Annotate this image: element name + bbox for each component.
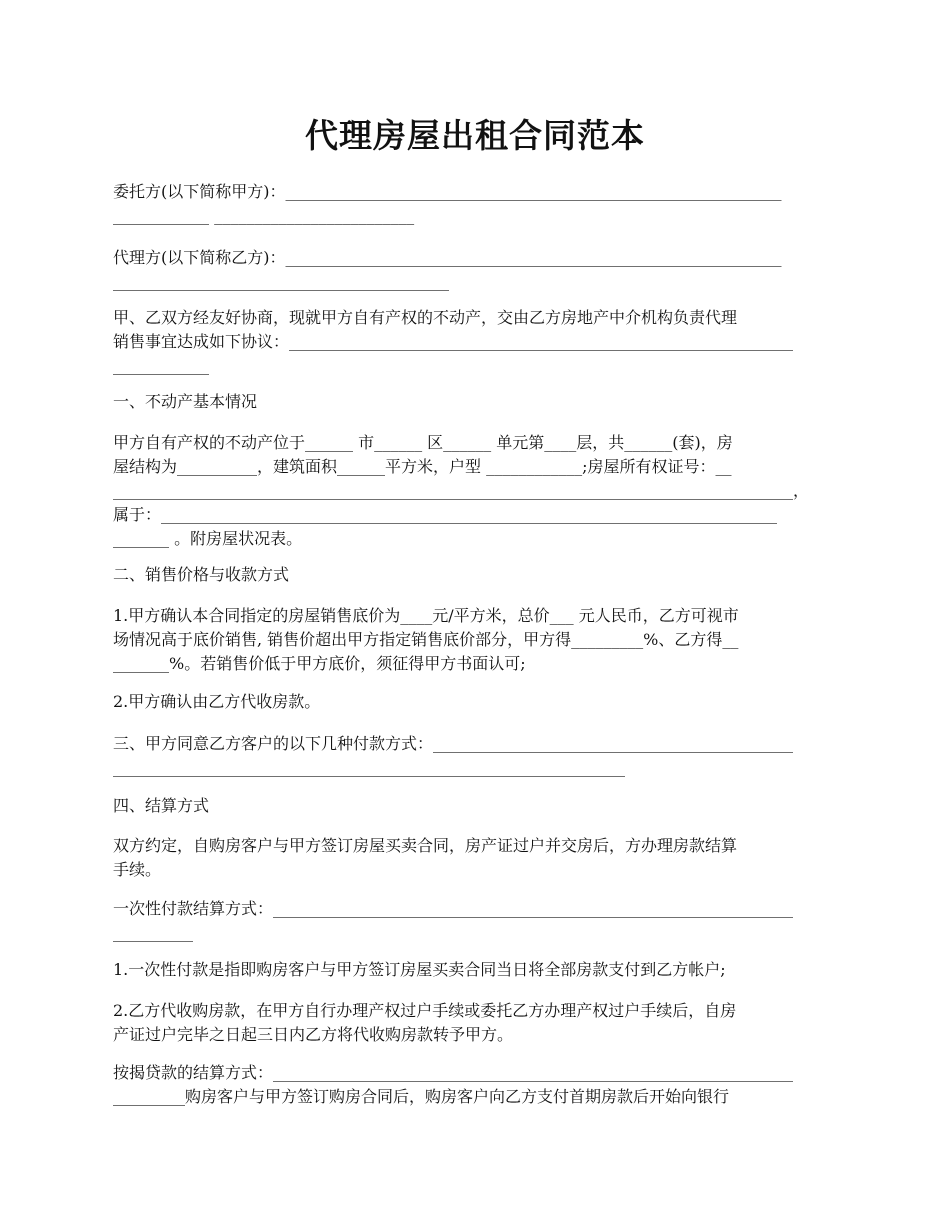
text-line: 按揭贷款的结算方式：_________________________________________________________________ bbox=[113, 1063, 794, 1082]
text-line: 一次性付款结算方式：_________________________________________________________________ bbox=[113, 899, 794, 918]
text-line: 四、结算方式 bbox=[113, 796, 210, 815]
text-line: ____________ _________________________ bbox=[113, 206, 415, 225]
text-line: 1.甲方确认本合同指定的房屋销售底价为____元/平方米，总价___ 元人民币，乙方可视市 bbox=[113, 606, 739, 625]
text-line: 属于：_____________________________________________________________________________ bbox=[113, 505, 778, 524]
price-clause-paragraph bbox=[113, 604, 840, 676]
section-heading bbox=[113, 563, 840, 587]
text-line: 二、销售价格与收款方式 bbox=[113, 565, 290, 584]
text-line: _______%。若销售价低于甲方底价，须征得甲方书面认可; bbox=[113, 654, 526, 673]
property-info-paragraph bbox=[113, 431, 840, 551]
text-line: 1.一次性付款是指即购房客户与甲方签订房屋买卖合同当日将全部房款支付到乙方帐户; bbox=[113, 960, 726, 979]
lump-sum-definition-paragraph bbox=[113, 958, 840, 982]
document-title: 代理房屋出租合同范本 bbox=[305, 116, 645, 155]
text-line: _________购房客户与甲方签订购房合同后，购房客户向乙方支付首期房款后开始向银行 bbox=[113, 1087, 730, 1106]
text-line: ____________ bbox=[113, 356, 209, 375]
proxy-collection-paragraph bbox=[113, 999, 840, 1047]
text-line: 一、不动产基本情况 bbox=[113, 392, 258, 411]
mortgage-settlement-paragraph bbox=[113, 1061, 840, 1109]
text-line: 代理方(以下简称乙方)：______________________________________________________________ bbox=[113, 248, 782, 267]
text-line: 甲方自有产权的不动产位于______ 市______ 区______ 单元第____层，共______(套)，房 bbox=[113, 433, 733, 452]
agent-party-paragraph bbox=[113, 246, 840, 294]
principal-party-paragraph bbox=[113, 180, 840, 228]
text-line: 甲、乙双方经友好协商，现就甲方自有产权的不动产，交由乙方房地产中介机构负责代理 bbox=[113, 308, 738, 327]
collection-clause-paragraph bbox=[113, 690, 840, 714]
agreement-intro-paragraph bbox=[113, 306, 840, 378]
text-line: 三、甲方同意乙方客户的以下几种付款方式：_____________________________________________ bbox=[113, 734, 794, 753]
settlement-agreement-paragraph bbox=[113, 834, 840, 882]
section-heading bbox=[113, 390, 840, 414]
lump-sum-settlement-paragraph bbox=[113, 897, 840, 945]
text-line: 产证过户完毕之日起三日内乙方将代收购房款转予甲方。 bbox=[113, 1025, 514, 1044]
section-heading bbox=[113, 794, 840, 818]
text-line: _______ 。附房屋状况表。 bbox=[113, 529, 303, 548]
text-line: 销售事宜达成如下协议：_______________________________________________________________ bbox=[113, 332, 794, 351]
text-line: 2.乙方代收购房款，在甲方自行办理产权过户手续或委托乙方办理产权过户手续后，自房 bbox=[113, 1001, 737, 1020]
text-line: 场情况高于底价销售, 销售价超出甲方指定销售底价部分，甲方得_________%、乙方得__ bbox=[113, 630, 739, 649]
text-line: ________________________________________________________________ bbox=[113, 758, 625, 777]
text-line: _____________________________________________________________________________________， bbox=[113, 481, 809, 500]
text-line: 屋结构为__________，建筑面积______平方米，户型 ____________;房屋所有权证号：__ bbox=[113, 457, 732, 476]
text-line: 2.甲方确认由乙方代收房款。 bbox=[113, 692, 321, 711]
text-line: 手续。 bbox=[113, 860, 162, 879]
text-line: __________ bbox=[113, 923, 193, 942]
text-line: 双方约定，自购房客户与甲方签订房屋买卖合同，房产证过户并交房后，方办理房款结算 bbox=[113, 836, 738, 855]
text-line: 委托方(以下简称甲方)：______________________________________________________________ bbox=[113, 182, 782, 201]
payment-methods-paragraph bbox=[113, 732, 840, 780]
text-line: __________________________________________ bbox=[113, 272, 449, 291]
